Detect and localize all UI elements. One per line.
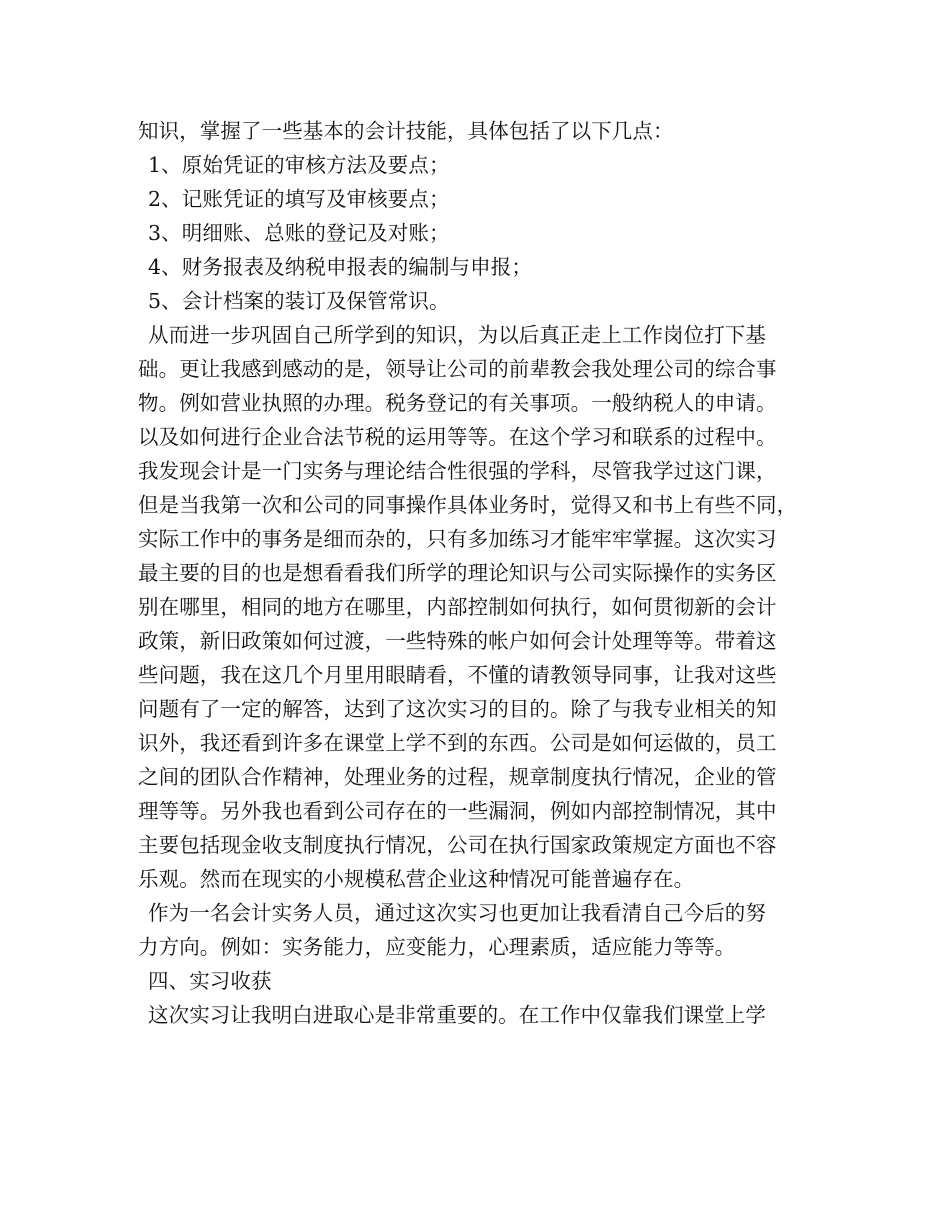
paragraph-line: 最主要的目的也是想看看我们所学的理论知识与公司实际操作的实务区 (138, 561, 777, 585)
paragraph-line: 物。例如营业执照的办理。税务登记的有关事项。一般纳税人的申请。 (138, 391, 777, 415)
paragraph-line: 些问题，我在这几个月里用眼睛看，不懂的请教领导同事，让我对这些 (138, 663, 777, 687)
paragraph-line: 问题有了一定的解答，达到了这次实习的目的。除了与我专业相关的知 (138, 697, 777, 721)
paragraph-line: 主要包括现金收支制度执行情况，公司在执行国家政策规定方面也不容 (138, 833, 777, 857)
text-line-1: 知识，掌握了一些基本的会计技能，具体包括了以下几点： (138, 119, 674, 143)
paragraph-line: 政策，新旧政策如何过渡，一些特殊的帐户如何会计处理等等。带着这 (138, 629, 777, 653)
paragraph-line: 作为一名会计实务人员，通过这次实习也更加让我看清自己今后的努 (148, 901, 766, 925)
paragraph-line: 理等等。另外我也看到公司存在的一些漏洞，例如内部控制情况，其中 (138, 799, 777, 823)
list-item-5: 5、会计档案的装订及保管常识。 (148, 289, 450, 313)
list-item-3: 3、明细账、总账的登记及对账； (148, 221, 450, 245)
list-item-2: 2、记账凭证的填写及审核要点； (148, 187, 450, 211)
list-item-1: 1、原始凭证的审核方法及要点； (148, 153, 450, 177)
paragraph-line: 力方向。例如：实务能力，应变能力，心理素质，适应能力等等。 (138, 935, 736, 959)
paragraph-line: 别在哪里，相同的地方在哪里，内部控制如何执行，如何贯彻新的会计 (138, 595, 777, 619)
paragraph-line: 以及如何进行企业合法节税的运用等等。在这个学习和联系的过程中。 (138, 425, 777, 449)
paragraph-line: 础。更让我感到感动的是，领导让公司的前辈教会我处理公司的综合事 (138, 357, 777, 381)
document-body (138, 114, 818, 1032)
paragraph-line: 从而进一步巩固自己所学到的知识，为以后真正走上工作岗位打下基 (148, 323, 766, 347)
paragraph-line: 识外，我还看到许多在课堂上学不到的东西。公司是如何运做的，员工 (138, 731, 777, 755)
paragraph-line: 我发现会计是一门实务与理论结合性很强的学科，尽管我学过这门课， (138, 459, 777, 483)
paragraph-line: 之间的团队合作精神，处理业务的过程，规章制度执行情况，企业的管 (138, 765, 777, 789)
paragraph-line: 这次实习让我明白进取心是非常重要的。在工作中仅靠我们课堂上学 (148, 1003, 766, 1027)
paragraph-line: 实际工作中的事务是细而杂的，只有多加练习才能牢牢掌握。这次实习 (138, 527, 777, 551)
paragraph-line: 但是当我第一次和公司的同事操作具体业务时，觉得又和书上有些不同， (138, 493, 798, 517)
list-item-4: 4、财务报表及纳税申报表的编制与申报； (148, 255, 532, 279)
section-heading: 四、实习收获 (148, 969, 272, 993)
paragraph-line: 乐观。然而在现实的小规模私营企业这种情况可能普遍存在。 (138, 867, 695, 891)
